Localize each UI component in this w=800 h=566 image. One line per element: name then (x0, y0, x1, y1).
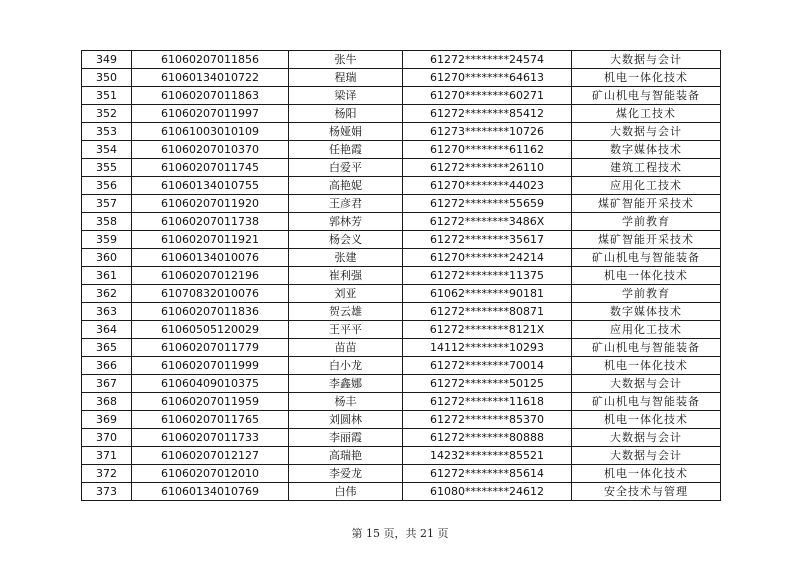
table-row (82, 483, 721, 501)
major-name-cell: 安全技术与管理 (572, 483, 721, 501)
row-number-cell: 369 (82, 411, 132, 429)
row-number-cell: 365 (82, 339, 132, 357)
table-row (82, 303, 721, 321)
student-name-cell: 白爱平 (289, 159, 403, 177)
student-name-cell: 杨丰 (289, 393, 403, 411)
student-name-cell: 刘圆林 (289, 411, 403, 429)
id-number-cell: 61273********10726 (403, 123, 572, 141)
candidate-code-cell: 61060207011765 (132, 411, 289, 429)
id-number-cell: 61062********90181 (403, 285, 572, 303)
student-name-cell: 任艳霞 (289, 141, 403, 159)
candidate-code-cell: 61060134010722 (132, 69, 289, 87)
row-number-cell: 351 (82, 87, 132, 105)
id-number-cell: 61272********26110 (403, 159, 572, 177)
major-name-cell: 矿山机电与智能装备 (572, 87, 721, 105)
student-name-cell: 王彦君 (289, 195, 403, 213)
major-name-cell: 机电一体化技术 (572, 465, 721, 483)
id-number-cell: 61272********8121X (403, 321, 572, 339)
row-number-cell: 366 (82, 357, 132, 375)
major-name-cell: 机电一体化技术 (572, 267, 721, 285)
candidate-code-cell: 61060207011863 (132, 87, 289, 105)
table-row (82, 51, 721, 69)
major-name-cell: 机电一体化技术 (572, 69, 721, 87)
table-row (82, 69, 721, 87)
row-number-cell: 354 (82, 141, 132, 159)
table-row (82, 267, 721, 285)
student-name-cell: 程瑞 (289, 69, 403, 87)
id-number-cell: 61272********24574 (403, 51, 572, 69)
id-number-cell: 61272********70014 (403, 357, 572, 375)
row-number-cell: 360 (82, 249, 132, 267)
student-name-cell: 贺云雄 (289, 303, 403, 321)
table-row (82, 141, 721, 159)
id-number-cell: 61270********61162 (403, 141, 572, 159)
student-name-cell: 李爱龙 (289, 465, 403, 483)
student-name-cell: 苗苗 (289, 339, 403, 357)
student-name-cell: 郭林芳 (289, 213, 403, 231)
student-name-cell: 李鑫娜 (289, 375, 403, 393)
row-number-cell: 372 (82, 465, 132, 483)
id-number-cell: 61272********3486X (403, 213, 572, 231)
major-name-cell: 应用化工技术 (572, 177, 721, 195)
candidate-code-cell: 61060207011738 (132, 213, 289, 231)
student-name-cell: 崔利强 (289, 267, 403, 285)
candidate-code-cell: 61060207011959 (132, 393, 289, 411)
table-row (82, 231, 721, 249)
id-number-cell: 61270********44023 (403, 177, 572, 195)
roster-body (82, 51, 721, 501)
table-row (82, 285, 721, 303)
candidate-code-cell: 61060207011856 (132, 51, 289, 69)
student-name-cell: 白伟 (289, 483, 403, 501)
major-name-cell: 应用化工技术 (572, 321, 721, 339)
table-row (82, 105, 721, 123)
major-name-cell: 机电一体化技术 (572, 357, 721, 375)
row-number-cell: 371 (82, 447, 132, 465)
row-number-cell: 356 (82, 177, 132, 195)
student-name-cell: 张建 (289, 249, 403, 267)
candidate-code-cell: 61060207011997 (132, 105, 289, 123)
id-number-cell: 61272********11375 (403, 267, 572, 285)
row-number-cell: 350 (82, 69, 132, 87)
candidate-code-cell: 61060207011921 (132, 231, 289, 249)
table-row (82, 321, 721, 339)
table-row (82, 87, 721, 105)
major-name-cell: 建筑工程技术 (572, 159, 721, 177)
id-number-cell: 61272********80871 (403, 303, 572, 321)
table-row (82, 429, 721, 447)
row-number-cell: 373 (82, 483, 132, 501)
table-row (82, 411, 721, 429)
major-name-cell: 矿山机电与智能装备 (572, 249, 721, 267)
table-row (82, 357, 721, 375)
row-number-cell: 363 (82, 303, 132, 321)
id-number-cell: 61272********11618 (403, 393, 572, 411)
id-number-cell: 61272********85370 (403, 411, 572, 429)
id-number-cell: 61272********85614 (403, 465, 572, 483)
major-name-cell: 大数据与会计 (572, 51, 721, 69)
candidate-code-cell: 61061003010109 (132, 123, 289, 141)
major-name-cell: 大数据与会计 (572, 447, 721, 465)
id-number-cell: 61272********35617 (403, 231, 572, 249)
row-number-cell: 357 (82, 195, 132, 213)
student-name-cell: 张牛 (289, 51, 403, 69)
id-number-cell: 61272********85412 (403, 105, 572, 123)
student-name-cell: 杨会义 (289, 231, 403, 249)
major-name-cell: 矿山机电与智能装备 (572, 393, 721, 411)
student-name-cell: 白小龙 (289, 357, 403, 375)
candidate-code-cell: 61060207010370 (132, 141, 289, 159)
table-row (82, 447, 721, 465)
major-name-cell: 数字媒体技术 (572, 141, 721, 159)
candidate-code-cell: 61060207012127 (132, 447, 289, 465)
row-number-cell: 364 (82, 321, 132, 339)
row-number-cell: 353 (82, 123, 132, 141)
table-row (82, 375, 721, 393)
student-name-cell: 高艳妮 (289, 177, 403, 195)
student-name-cell: 杨阳 (289, 105, 403, 123)
student-name-cell: 刘亚 (289, 285, 403, 303)
id-number-cell: 61270********24214 (403, 249, 572, 267)
id-number-cell: 61272********55659 (403, 195, 572, 213)
candidate-code-cell: 61060409010375 (132, 375, 289, 393)
major-name-cell: 数字媒体技术 (572, 303, 721, 321)
candidate-code-cell: 61060505120029 (132, 321, 289, 339)
major-name-cell: 矿山机电与智能装备 (572, 339, 721, 357)
student-name-cell: 梁译 (289, 87, 403, 105)
candidate-code-cell: 61060207011779 (132, 339, 289, 357)
major-name-cell: 机电一体化技术 (572, 411, 721, 429)
major-name-cell: 大数据与会计 (572, 429, 721, 447)
row-number-cell: 367 (82, 375, 132, 393)
id-number-cell: 14232********85521 (403, 447, 572, 465)
table-row (82, 393, 721, 411)
student-name-cell: 王平平 (289, 321, 403, 339)
table-row (82, 177, 721, 195)
table-row (82, 339, 721, 357)
major-name-cell: 大数据与会计 (572, 123, 721, 141)
candidate-code-cell: 61060207011920 (132, 195, 289, 213)
row-number-cell: 368 (82, 393, 132, 411)
row-number-cell: 355 (82, 159, 132, 177)
id-number-cell: 61272********80888 (403, 429, 572, 447)
id-number-cell: 61270********60271 (403, 87, 572, 105)
table-row (82, 123, 721, 141)
candidate-code-cell: 61060207011836 (132, 303, 289, 321)
student-name-cell: 李丽霞 (289, 429, 403, 447)
table-row (82, 465, 721, 483)
major-name-cell: 煤矿智能开采技术 (572, 195, 721, 213)
student-name-cell: 高瑞艳 (289, 447, 403, 465)
table-row (82, 249, 721, 267)
id-number-cell: 61272********50125 (403, 375, 572, 393)
candidate-code-cell: 61060134010076 (132, 249, 289, 267)
row-number-cell: 359 (82, 231, 132, 249)
table-row (82, 159, 721, 177)
id-number-cell: 61080********24612 (403, 483, 572, 501)
student-roster-table (81, 50, 721, 501)
major-name-cell: 煤矿智能开采技术 (572, 231, 721, 249)
major-name-cell: 学前教育 (572, 285, 721, 303)
row-number-cell: 349 (82, 51, 132, 69)
id-number-cell: 61270********64613 (403, 69, 572, 87)
candidate-code-cell: 61060207011999 (132, 357, 289, 375)
table-row (82, 195, 721, 213)
candidate-code-cell: 61060207011733 (132, 429, 289, 447)
candidate-code-cell: 61060134010769 (132, 483, 289, 501)
major-name-cell: 大数据与会计 (572, 375, 721, 393)
candidate-code-cell: 61060207012010 (132, 465, 289, 483)
row-number-cell: 370 (82, 429, 132, 447)
page-number-footer: 第 15 页，共 21 页 (351, 527, 449, 540)
row-number-cell: 362 (82, 285, 132, 303)
major-name-cell: 煤化工技术 (572, 105, 721, 123)
row-number-cell: 352 (82, 105, 132, 123)
row-number-cell: 361 (82, 267, 132, 285)
candidate-code-cell: 61060207011745 (132, 159, 289, 177)
candidate-code-cell: 61070832010076 (132, 285, 289, 303)
student-name-cell: 杨娅娟 (289, 123, 403, 141)
candidate-code-cell: 61060207012196 (132, 267, 289, 285)
row-number-cell: 358 (82, 213, 132, 231)
candidate-code-cell: 61060134010755 (132, 177, 289, 195)
table-row (82, 213, 721, 231)
major-name-cell: 学前教育 (572, 213, 721, 231)
id-number-cell: 14112********10293 (403, 339, 572, 357)
